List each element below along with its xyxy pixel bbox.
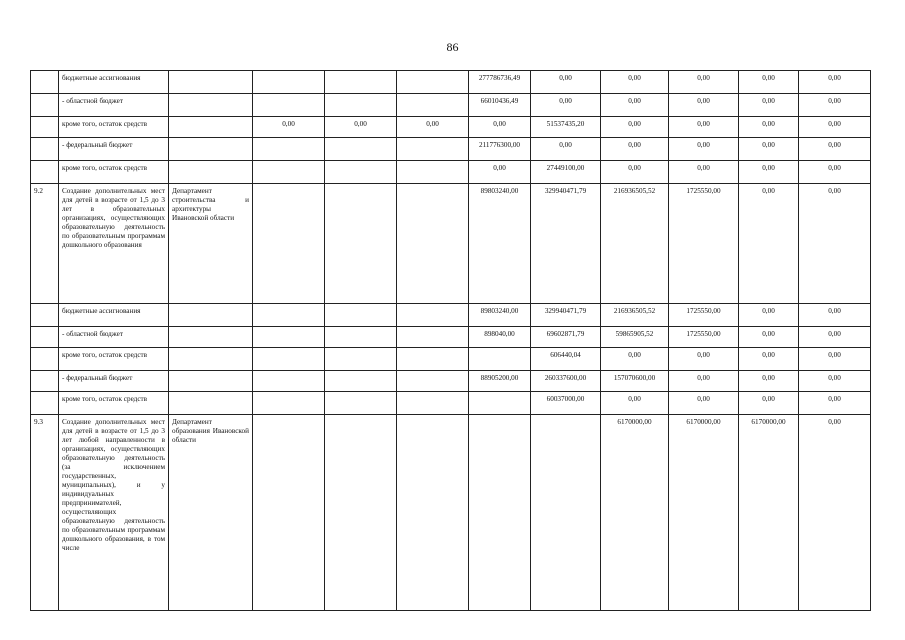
value-cell-c9: 0,00 <box>799 392 871 415</box>
value-cell-c6: 0,00 <box>601 161 669 184</box>
table-row <box>31 94 871 117</box>
executor-cell: Департамент строительства и архитектуры Ивановской области <box>169 184 253 304</box>
item-number-cell <box>31 371 59 392</box>
value-cell-c7: 6170000,00 <box>669 415 739 611</box>
value-cell-c8: 0,00 <box>739 371 799 392</box>
item-number-cell <box>31 327 59 348</box>
value-cell-c7: 0,00 <box>669 94 739 117</box>
value-cell-c3 <box>397 138 469 161</box>
value-cell-c4 <box>469 348 531 371</box>
value-cell-c4: 898040,00 <box>469 327 531 348</box>
value-cell-c3 <box>397 184 469 304</box>
executor-cell: Департамент образования Ивановской области <box>169 415 253 611</box>
value-cell-c9: 0,00 <box>799 138 871 161</box>
value-cell-c5: 0,00 <box>531 71 601 94</box>
table-row <box>31 327 871 348</box>
value-cell-c1 <box>253 184 325 304</box>
item-name-cell: бюджетные ассигнования <box>59 71 169 94</box>
value-cell-c4: 89803240,00 <box>469 304 531 327</box>
executor-cell <box>169 117 253 138</box>
value-cell-c1 <box>253 415 325 611</box>
value-cell-c2 <box>325 304 397 327</box>
value-cell-c1 <box>253 392 325 415</box>
value-cell-c6: 157070600,00 <box>601 371 669 392</box>
value-cell-c6: 216936505,52 <box>601 304 669 327</box>
value-cell-c1 <box>253 371 325 392</box>
executor-cell <box>169 371 253 392</box>
table-row <box>31 371 871 392</box>
value-cell-c2 <box>325 161 397 184</box>
value-cell-c8: 6170000,00 <box>739 415 799 611</box>
value-cell-c1 <box>253 94 325 117</box>
value-cell-c3 <box>397 348 469 371</box>
value-cell-c3 <box>397 94 469 117</box>
executor-cell <box>169 304 253 327</box>
value-cell-c1 <box>253 71 325 94</box>
value-cell-c2 <box>325 392 397 415</box>
table-row <box>31 348 871 371</box>
item-name-cell: бюджетные ассигнования <box>59 304 169 327</box>
value-cell-c9: 0,00 <box>799 161 871 184</box>
table-row <box>31 392 871 415</box>
value-cell-c7: 0,00 <box>669 348 739 371</box>
item-name-cell: - областной бюджет <box>59 94 169 117</box>
item-number-cell <box>31 392 59 415</box>
value-cell-c5: 329940471,79 <box>531 304 601 327</box>
value-cell-c6: 0,00 <box>601 71 669 94</box>
value-cell-c7: 0,00 <box>669 117 739 138</box>
value-cell-c9: 0,00 <box>799 184 871 304</box>
value-cell-c6: 0,00 <box>601 138 669 161</box>
value-cell-c6: 6170000,00 <box>601 415 669 611</box>
value-cell-c8: 0,00 <box>739 71 799 94</box>
value-cell-c4: 89803240,00 <box>469 184 531 304</box>
table-row <box>31 415 871 611</box>
item-name-cell: Создание дополнительных мест для детей в возрасте от 1,5 до 3 лет любой направленности в организациях, осуществляющих образовательную деятельность (за исключением государственных, муниципальных), и у индивидуальных предпринимателей, осуществляющих образовательную деятельность по образовательным программам дошкольного образования, в том числе <box>59 415 169 611</box>
value-cell-c3: 0,00 <box>397 117 469 138</box>
item-name-cell: - федеральный бюджет <box>59 371 169 392</box>
page-number: 86 <box>446 40 459 54</box>
item-number-cell <box>31 94 59 117</box>
item-name-cell: кроме того, остаток средств <box>59 161 169 184</box>
value-cell-c4: 277786736,49 <box>469 71 531 94</box>
value-cell-c5: 260337600,00 <box>531 371 601 392</box>
table-row <box>31 304 871 327</box>
value-cell-c7: 1725550,00 <box>669 304 739 327</box>
value-cell-c7: 0,00 <box>669 371 739 392</box>
value-cell-c6: 0,00 <box>601 94 669 117</box>
item-name-cell: - федеральный бюджет <box>59 138 169 161</box>
value-cell-c7: 0,00 <box>669 71 739 94</box>
value-cell-c9: 0,00 <box>799 327 871 348</box>
item-name-cell: - областной бюджет <box>59 327 169 348</box>
value-cell-c8: 0,00 <box>739 138 799 161</box>
value-cell-c9: 0,00 <box>799 415 871 611</box>
table-row <box>31 184 871 304</box>
value-cell-c3 <box>397 327 469 348</box>
value-cell-c3 <box>397 371 469 392</box>
value-cell-c1 <box>253 138 325 161</box>
value-cell-c4: 211776300,00 <box>469 138 531 161</box>
item-number-cell: 9.3 <box>31 415 59 611</box>
executor-cell <box>169 161 253 184</box>
executor-cell <box>169 71 253 94</box>
value-cell-c8: 0,00 <box>739 184 799 304</box>
value-cell-c8: 0,00 <box>739 117 799 138</box>
value-cell-c4: 66010436,49 <box>469 94 531 117</box>
value-cell-c9: 0,00 <box>799 304 871 327</box>
value-cell-c7: 0,00 <box>669 138 739 161</box>
value-cell-c1 <box>253 304 325 327</box>
value-cell-c8: 0,00 <box>739 161 799 184</box>
value-cell-c6: 0,00 <box>601 117 669 138</box>
value-cell-c4 <box>469 415 531 611</box>
table-row <box>31 71 871 94</box>
value-cell-c7: 1725550,00 <box>669 184 739 304</box>
item-number-cell <box>31 138 59 161</box>
value-cell-c1 <box>253 348 325 371</box>
value-cell-c4: 0,00 <box>469 161 531 184</box>
value-cell-c9: 0,00 <box>799 371 871 392</box>
value-cell-c6: 0,00 <box>601 392 669 415</box>
value-cell-c2 <box>325 138 397 161</box>
value-cell-c2 <box>325 184 397 304</box>
value-cell-c4: 0,00 <box>469 117 531 138</box>
executor-cell <box>169 392 253 415</box>
value-cell-c2 <box>325 327 397 348</box>
item-number-cell <box>31 348 59 371</box>
value-cell-c8: 0,00 <box>739 348 799 371</box>
executor-cell <box>169 348 253 371</box>
item-name-cell: кроме того, остаток средств <box>59 117 169 138</box>
item-number-cell <box>31 117 59 138</box>
value-cell-c9: 0,00 <box>799 348 871 371</box>
value-cell-c2 <box>325 415 397 611</box>
value-cell-c4: 88905200,00 <box>469 371 531 392</box>
value-cell-c5: 329940471,79 <box>531 184 601 304</box>
value-cell-c5: 606440,04 <box>531 348 601 371</box>
executor-cell <box>169 327 253 348</box>
budget-table <box>30 70 871 611</box>
value-cell-c2 <box>325 94 397 117</box>
value-cell-c2 <box>325 71 397 94</box>
value-cell-c9: 0,00 <box>799 94 871 117</box>
value-cell-c1: 0,00 <box>253 117 325 138</box>
value-cell-c2: 0,00 <box>325 117 397 138</box>
value-cell-c9: 0,00 <box>799 71 871 94</box>
value-cell-c3 <box>397 392 469 415</box>
value-cell-c5: 69602871,79 <box>531 327 601 348</box>
value-cell-c5: 51537435,20 <box>531 117 601 138</box>
value-cell-c8: 0,00 <box>739 304 799 327</box>
value-cell-c5: 0,00 <box>531 94 601 117</box>
value-cell-c1 <box>253 327 325 348</box>
value-cell-c3 <box>397 161 469 184</box>
table-body <box>31 71 871 611</box>
executor-cell <box>169 138 253 161</box>
item-name-cell: кроме того, остаток средств <box>59 392 169 415</box>
value-cell-c5: 60037000,00 <box>531 392 601 415</box>
table-row <box>31 161 871 184</box>
value-cell-c7: 0,00 <box>669 161 739 184</box>
value-cell-c8: 0,00 <box>739 94 799 117</box>
value-cell-c3 <box>397 304 469 327</box>
value-cell-c9: 0,00 <box>799 117 871 138</box>
value-cell-c2 <box>325 371 397 392</box>
value-cell-c3 <box>397 415 469 611</box>
value-cell-c7: 1725550,00 <box>669 327 739 348</box>
value-cell-c6: 59865905,52 <box>601 327 669 348</box>
value-cell-c7: 0,00 <box>669 392 739 415</box>
value-cell-c4 <box>469 392 531 415</box>
value-cell-c6: 0,00 <box>601 348 669 371</box>
value-cell-c1 <box>253 161 325 184</box>
value-cell-c6: 216936505,52 <box>601 184 669 304</box>
executor-cell <box>169 94 253 117</box>
item-name-cell: кроме того, остаток средств <box>59 348 169 371</box>
item-number-cell <box>31 71 59 94</box>
value-cell-c5: 27449100,00 <box>531 161 601 184</box>
value-cell-c2 <box>325 348 397 371</box>
item-number-cell <box>31 161 59 184</box>
item-number-cell: 9.2 <box>31 184 59 304</box>
value-cell-c3 <box>397 71 469 94</box>
item-name-cell: Создание дополнительных мест для детей в возрасте от 1,5 до 3 лет в образовательных организациях, осуществляющих образовательную деятельность по образовательным программам дошкольного образования <box>59 184 169 304</box>
value-cell-c5 <box>531 415 601 611</box>
table-row <box>31 117 871 138</box>
table-row <box>31 138 871 161</box>
value-cell-c5: 0,00 <box>531 138 601 161</box>
value-cell-c8: 0,00 <box>739 392 799 415</box>
item-number-cell <box>31 304 59 327</box>
value-cell-c8: 0,00 <box>739 327 799 348</box>
